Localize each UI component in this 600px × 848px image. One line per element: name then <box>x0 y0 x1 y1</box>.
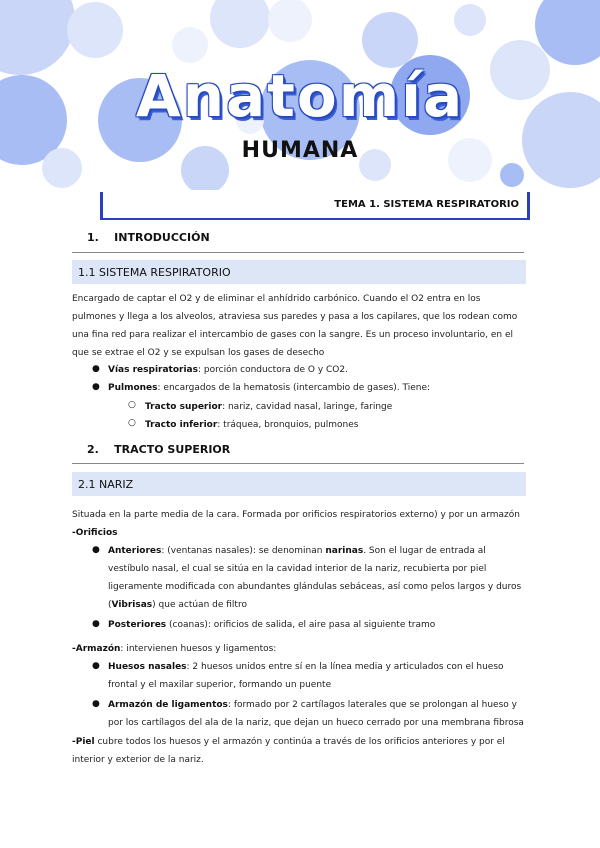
huesos-text: : 2 huesos unidos entre sí en la línea media y articulados con el hueso frontal y el maxilar superior, formando un puente <box>108 662 504 690</box>
armazon-label: -Armazón <box>72 644 121 654</box>
tema-title: TEMA 1. SISTEMA RESPIRATORIO <box>334 199 519 210</box>
section-1-title: INTRODUCCIÓN <box>114 231 210 244</box>
ts-text: : nariz, cavidad nasal, laringe, faringe <box>222 402 393 412</box>
piel-label: -Piel <box>72 737 95 747</box>
subsection-1-1-band <box>72 260 526 284</box>
armazon-text: : intervienen huesos y ligamentos: <box>120 644 277 654</box>
section-1-heading <box>87 231 210 244</box>
anteriores-text-1: : (ventanas nasales): se denominan <box>161 546 326 556</box>
anteriores-text-3: ) que actúan de filtro <box>152 600 247 610</box>
list-item-anteriores <box>108 542 528 614</box>
tema-box <box>100 192 530 220</box>
subsection-2-1-title: 2.1 NARIZ <box>78 478 134 491</box>
bullet-dot: ● <box>92 382 100 392</box>
bullet-dot: ● <box>92 661 100 671</box>
vias-text: : porción conductora de O y CO2. <box>198 365 348 375</box>
list-item-pulmones <box>108 379 528 397</box>
bullet-dot: ● <box>92 545 100 555</box>
orificios-heading <box>72 524 527 542</box>
list-item-ligamentos <box>108 696 528 732</box>
title-anatomia: Anatomía <box>135 62 465 130</box>
posteriores-text: (coanas): orificios de salida, el aire pasa al siguiente tramo <box>166 620 436 630</box>
pulmones-label: Pulmones <box>108 383 158 393</box>
narinas-term: narinas <box>325 546 364 556</box>
pulmones-text: : encargados de la hematosis (intercambio de gases). Tiene: <box>157 383 431 393</box>
list-item-tracto-inferior <box>145 416 525 434</box>
section-2-title: TRACTO SUPERIOR <box>114 443 231 456</box>
section-2-number: 2. <box>87 443 99 456</box>
circle-bullet: ○ <box>128 400 136 410</box>
bullet-dot: ● <box>92 619 100 629</box>
section-2-rule <box>72 463 524 464</box>
ligamentos-text: : formado por 2 cartílagos laterales que se prolongan al hueso y por los cartílagos del ala de la nariz, que dejan un hueco cerrado por una membrana fibrosa <box>108 700 524 728</box>
vias-label: Vías respiratorias <box>108 365 198 375</box>
intro-paragraph: Encargado de captar el O2 y de eliminar el anhídrido carbónico. Cuando el O2 entra en los pulmones y llega a los alveolos, atraviesa sus paredes y pasa a los capilares, que los rodean como una fina red para realizar el intercambio de gases con la sangre. Es un proceso involuntario, en el que se extrae el O2 y se expulsan los gases de desecho <box>72 294 518 358</box>
piel-paragraph <box>72 733 527 769</box>
subsection-1-1-title: 1.1 SISTEMA RESPIRATORIO <box>78 266 231 279</box>
section-2-heading <box>87 443 230 456</box>
bullet-dot: ● <box>92 699 100 709</box>
list-item-vias <box>108 361 528 379</box>
list-item-huesos <box>108 658 528 694</box>
ligamentos-label: Armazón de ligamentos <box>108 700 228 710</box>
anteriores-label: Anteriores <box>108 546 162 556</box>
ti-label: Tracto inferior <box>145 420 218 430</box>
list-item-posteriores <box>108 616 528 634</box>
section-1-number: 1. <box>87 231 99 244</box>
subsection-2-1-band <box>72 472 526 496</box>
anteriores-text-2: . Son el lugar de entrada al vestíbulo nasal, el cual se sitúa en la cavidad interior de la nariz, recubierta por piel ligeramente modificada con abundantes glándulas sebáceas, así como pelos largos y duros ( <box>108 546 522 610</box>
title-humana: HUMANA <box>241 138 359 163</box>
huesos-label: Huesos nasales <box>108 662 187 672</box>
nariz-intro: Situada en la parte media de la cara. Formada por orificios respiratorios externo) y por un armazón <box>72 510 520 520</box>
ts-label: Tracto superior <box>145 402 223 412</box>
ti-text: : tráquea, bronquios, pulmones <box>217 420 359 430</box>
vibrisas-term: Vibrisas <box>111 600 153 610</box>
orificios-label: -Orificios <box>72 528 118 538</box>
section-1-rule <box>72 252 524 253</box>
posteriores-label: Posteriores <box>108 620 167 630</box>
list-item-tracto-superior <box>145 398 525 416</box>
bullet-dot: ● <box>92 364 100 374</box>
armazon-heading <box>72 640 527 658</box>
piel-text: cubre todos los huesos y el armazón y continúa a través de los orificios anteriores y por el interior y exterior de la nariz. <box>72 737 505 765</box>
circle-bullet: ○ <box>128 418 136 428</box>
